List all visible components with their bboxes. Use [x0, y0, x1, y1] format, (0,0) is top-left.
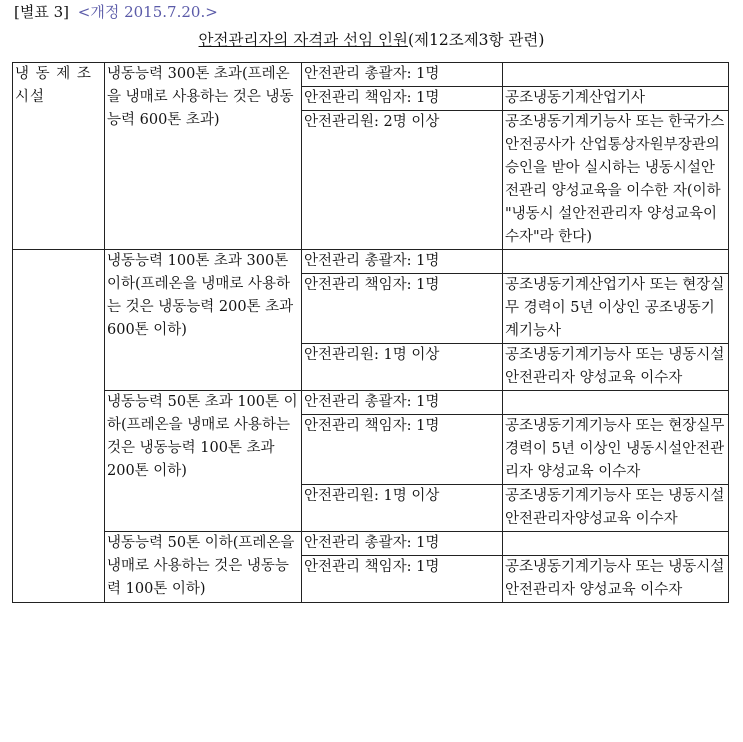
annex-header: [14, 3, 218, 21]
qualification-cell: 공조냉동기계기능사 또는 냉동시설안전관리자 양성교육 이수자: [503, 344, 729, 391]
table-row: [13, 532, 729, 556]
qualification-cell: [503, 391, 729, 415]
role-cell: 안전관리원: 1명 이상: [302, 485, 503, 532]
qualification-cell: 공조냉동기계기능사 또는 현장실무 경력이 5년 이상인 냉동시설안전관리자 양성교육 이수자: [503, 415, 729, 485]
annex-label: [별표 3]: [14, 3, 69, 21]
qualification-cell: 공조냉동기계기능사 또는 냉동시설안전관리자양성교육 이수자: [503, 485, 729, 532]
role-cell: 안전관리 총괄자: 1명: [302, 250, 503, 274]
qualification-cell: [503, 250, 729, 274]
role-cell: 안전관리원: 2명 이상: [302, 111, 503, 250]
table-row: [13, 250, 729, 274]
title-main: 안전관리자의 자격과 선임 인원: [198, 31, 408, 49]
capacity-cell: 냉동능력 100톤 초과 300톤 이하(프레온을 냉매로 사용하는 것은 냉동능력 200톤 초과 600톤 이하): [105, 250, 302, 391]
role-cell: 안전관리 책임자: 1명: [302, 274, 503, 344]
facility-cell-continued: [13, 250, 105, 603]
table-row: [13, 391, 729, 415]
role-cell: 안전관리 책임자: 1명: [302, 87, 503, 111]
role-cell: 안전관리 책임자: 1명: [302, 556, 503, 603]
facility-cell: 냉 동 제 조 시설: [13, 63, 105, 250]
revision-link[interactable]: <개정 2015.7.20.>: [77, 3, 218, 21]
table-row: [13, 63, 729, 87]
title-suffix: (제12조제3항 관련): [407, 31, 545, 49]
safety-manager-table: [12, 62, 729, 603]
qualification-cell: [503, 532, 729, 556]
qualification-cell: 공조냉동기계산업기사 또는 현장실무 경력이 5년 이상인 공조냉동기계기능사: [503, 274, 729, 344]
qualification-cell: [503, 63, 729, 87]
capacity-cell: 냉동능력 50톤 이하(프레온을 냉매로 사용하는 것은 냉동능력 100톤 이하): [105, 532, 302, 603]
role-cell: 안전관리 책임자: 1명: [302, 415, 503, 485]
role-cell: 안전관리 총괄자: 1명: [302, 391, 503, 415]
role-cell: 안전관리 총괄자: 1명: [302, 63, 503, 87]
capacity-cell: 냉동능력 300톤 초과(프레온을 냉매로 사용하는 것은 냉동능력 600톤 초과): [105, 63, 302, 250]
qualification-cell: 공조냉동기계산업기사: [503, 87, 729, 111]
qualification-cell: 공조냉동기계기능사 또는 한국가스안전공사가 산업통상자원부장관의 승인을 받아 실시하는 냉동시설안전관리 양성교육을 이수한 자(이하 "냉동시 설안전관리자 양성교육이수자"라 한다): [503, 111, 729, 250]
role-cell: 안전관리원: 1명 이상: [302, 344, 503, 391]
qualification-cell: 공조냉동기계기능사 또는 냉동시설안전관리자 양성교육 이수자: [503, 556, 729, 603]
document-title: [0, 31, 743, 49]
role-cell: 안전관리 총괄자: 1명: [302, 532, 503, 556]
capacity-cell: 냉동능력 50톤 초과 100톤 이하(프레온을 냉매로 사용하는 것은 냉동능력 100톤 초과 200톤 이하): [105, 391, 302, 532]
